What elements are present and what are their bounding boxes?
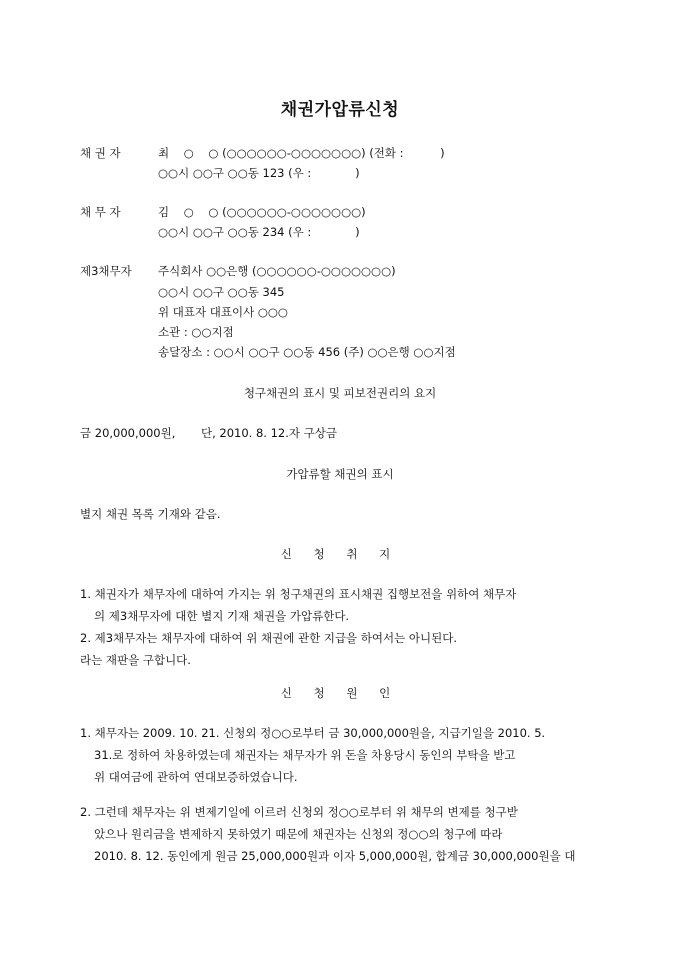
purpose-closing: 라는 재판을 구합니다. — [80, 653, 191, 667]
debtor-address-line: ○○시 ○○구 ○○동 234 (우 : ) — [158, 225, 360, 239]
third-debtor-label: 제3채무자 — [80, 264, 132, 278]
purpose-body — [80, 583, 600, 671]
purpose-item1-line1: 1. 채권자가 채무자에 대하여 가지는 위 청구채권의 표시채권 집행보전을 위하여 채무자 — [80, 587, 517, 601]
debtor-name-line: 김 ○ ○ (○○○○○○-○○○○○○○) — [158, 205, 366, 219]
purpose-item2: 2. 제3채무자는 채무자에 대하여 위 채권에 관한 지급을 하여서는 아니된다. — [80, 631, 458, 645]
cause-item2 — [80, 801, 600, 867]
cause-item1 — [80, 722, 600, 788]
claim-text: 금 20,000,000원, 단, 2010. 8. 12.자 구상금 — [80, 426, 337, 440]
third-debtor-address-line: ○○시 ○○구 ○○동 345 — [158, 285, 285, 299]
purpose-item1-line2: 의 제3채무자에 대한 별지 기재 채권을 가압류한다. — [94, 609, 350, 623]
purpose-heading: 신 청 취 지 — [280, 547, 400, 561]
claim-heading: 청구채권의 표시 및 피보전권리의 요지 — [243, 386, 437, 400]
seized-heading: 가압류할 채권의 표시 — [286, 467, 394, 481]
cause-heading: 신 청 원 인 — [280, 686, 400, 700]
third-debtor-name-line: 주식회사 ○○은행 (○○○○○○-○○○○○○○) — [158, 264, 396, 278]
third-debtor-representative-line: 위 대표자 대표이사 ○○○ — [158, 305, 288, 319]
cause-item2-line3: 2010. 8. 12. 동인에게 원금 25,000,000원과 이자 5,000,000원, 합계금 30,000,000원을 대 — [94, 849, 576, 863]
creditor-name-line: 최 ○ ○ (○○○○○○-○○○○○○○) (전화 : ) — [158, 146, 445, 160]
third-debtor-branch-line: 소관 : ○○지점 — [158, 325, 234, 339]
creditor-label: 채 권 자 — [80, 146, 121, 160]
document-title: 채권가압류신청 — [280, 100, 400, 120]
cause-item2-line2: 았으나 원리금을 변제하지 못하였기 때문에 채권자는 신청외 정○○의 청구에 따라 — [94, 827, 503, 841]
cause-item1-line2: 31.로 정하여 차용하였는데 채권자는 채무자가 위 돈을 차용당시 동인의 부탁을 받고 — [94, 748, 516, 762]
cause-item2-line1: 2. 그런데 채무자는 위 변제기일에 이르러 신청외 정○○로부터 위 채무의 변제를 청구받 — [80, 805, 518, 819]
debtor-label: 채 무 자 — [80, 205, 121, 219]
creditor-address-line: ○○시 ○○구 ○○동 123 (우 : ) — [158, 166, 360, 180]
seized-text: 별지 채권 목록 기재와 같음. — [80, 507, 221, 521]
cause-item1-line3: 위 대여금에 관하여 연대보증하였습니다. — [94, 770, 298, 784]
third-debtor-delivery-line: 송달장소 : ○○시 ○○구 ○○동 456 (주) ○○은행 ○○지점 — [158, 345, 456, 359]
cause-item1-line1: 1. 채무자는 2009. 10. 21. 신청외 정○○로부터 금 30,000,000원을, 지급기일을 2010. 5. — [80, 726, 546, 740]
